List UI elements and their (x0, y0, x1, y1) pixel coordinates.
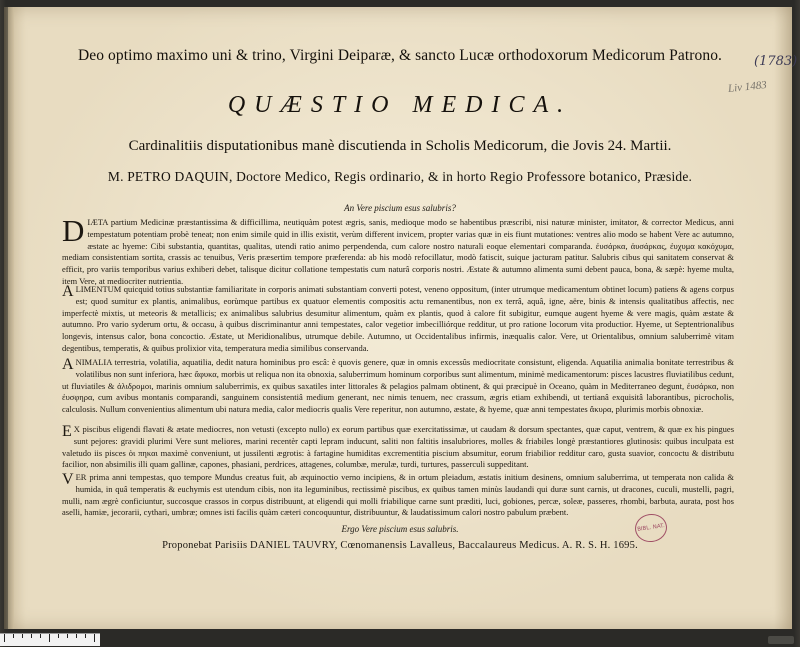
paragraph-text: NIMALIA terrestria, volatilia, aquatilia, dedit natura hominibus pro escâ: è quovis genere, quæ in omnis excessûs mediocritate consistunt, eligenda. Aquatilia animalia bonitate terrestribus & volatilibus non sunt inferiora, hæc ἄφυκα, morbis ut reliqua non ita obnoxia, saluberrimum hominum corporibus sunt alimentum, minimè medicamentorum: pisces lacustres fluviatilibus cedunt, ut fluviatiles & ἀλιδρομοι, marinis omnium saluberrimis, ex quibus saxatiles inter littorales & pelagios palmam obtinent, & qui præcipuè in Oceano, quàm in Mediterraneo degunt, ἐυσάρκα, non ἐυσφηρα, cum avibus montanis comparandi, sanguinem consistentiâ medium generant, nec nimis tenuem, nec crassum, ægris etiam exhibendi, ut tertianâ exquisitâ laborantibus, picrocholis, calculosis. Nullum convenientius alimentum ubi natura media, calor mediocris qualis Vere reperitur, non autumno, æstate, & hyeme, quæ anni tempestates ἄκυρα, plurimis morbis obnoxiæ. (62, 357, 734, 415)
library-stamp: BIBL. NAT. (633, 512, 669, 544)
paragraph (62, 472, 734, 519)
initial-letter: V (62, 471, 74, 488)
paragraph (62, 284, 734, 355)
page-subtitle: Cardinalitiis disputationibus manè discutienda in Scholis Medicorum, die Jovis 24. Martii. (128, 138, 672, 154)
ruler-tick (67, 634, 68, 638)
ruler-tick (40, 634, 41, 638)
paragraph-text: X piscibus eligendi flavati & ætate mediocres, non vetusti (excepto nullo) ex eorum partibus quæ exercitatissimæ, ut caudam & dorsum spectantes, quæ caput, ventrem, & quæ ex his pingues sunt pejores: gravidi plurimi Vere sunt meliores, marini recentèr capti lepram inducunt, saliti non faltitis insalubriores, molles & friabiles longè præstantiores glutinosis: quibus inculpata est valetudo iis pisces ὁι πηκαι maximè conveniunt, ut jussilenti ægrotis: à fartagine humiditas excrementitia piscium absumitur, eorum friabilior redditur caro, gusta suavior, concoctu & distributu facilior, non absimilis illi quam gallinæ, capones, phasiani, perdrices, attagenes, columbæ, merulæ, turdi, turtures, passerculi suppeditant. (62, 424, 734, 470)
pencil-note: Liv 1483 (727, 79, 768, 95)
scrollbar[interactable] (768, 636, 794, 644)
praeses-line: M. PETRO DAQUIN, Doctore Medico, Regis ordinario, & in horto Regio Professore botanico, Præside. (107, 169, 693, 184)
conclusion-line: Ergo Vere piscium esus salubris. (341, 524, 459, 534)
ruler-tick (58, 634, 59, 638)
ruler-tick (31, 634, 32, 638)
paragraph-text: ER prima anni tempestas, quo tempore Mundus creatus fuit, ab æquinoctio verno incipiens, & in ortum pleiadum, æstatis initium desinens, omnium saluberrima, ut temperata non calida & humida, in quâ temperatis & euchymis est utendum cibis, non ita leguminibus, rectissimè piscibus, ex quibus tamen minùs laudandi qui duræ sunt carnis, ut dracones, cuculi, mustelli, pagri, mulli, nam ægrè conficiuntur, succosque crassos in corpus distribuunt, at eligendi qui molli friabilique carne sunt præditi, luci, gobiones, percæ, soleæ, passeres, rhombi, barbuta, aurata, post hos aselli, hamiæ, jecorarii, cythari, umbræ; omnes isti facilis quàm cæteri concoquuntur, distribuuntur, & laudatissimum calori nostro pabulum præbent. (62, 472, 734, 518)
ruler-tick (22, 634, 23, 638)
document-page (8, 7, 798, 629)
scale-ruler (0, 633, 100, 646)
paragraph-text: IÆTA partium Medicinæ præstantissima & difficillima, neutiquàm potest ægris, sanis, medioque modo se habentibus præscribi, nisi naturæ minister, imitator, & corrector Medicus, anni tempestatum potentiam probè teneat; non enim simile quid in illis existit, verùm different invicem, propter varias quæ in eis fiunt mutationes: ventres alio modo se habent Vere ac autumno, æstate ac hyeme: Cibi substantia, quantitas, qualitas, utendi ratio animo perpendenda, cum calore nostro naturali eoque elementari comparanda. ἐυσάρκα, ἀυσάρκας, ἐυχυμα κακόχυμα, mediam consistentiam sortita, crassis ac tenuibus, Veris præsertim tempore præferenda: ab his modò refocillatur, modò fatiscit, suique jacturam patitur. Salubris cibus qui sanitatem conservat & efficit, pro variis temporibus varius exhiberi debet, talisque dicitur collatione tempestatis cum naturâ corporis nostri. Æstate & autumno alimenta sumi debent pauca, bona, & sæpè: hyeme multa, item Vere, at mediocriter nutrientia. (62, 217, 734, 286)
ruler-tick (94, 634, 95, 642)
ruler-tick (4, 634, 5, 642)
question-line: An Vere piscium esus salubris? (344, 203, 456, 213)
initial-letter: E (62, 423, 72, 440)
paragraph (62, 357, 734, 416)
initial-letter: A (62, 356, 74, 373)
handwritten-number: (1783) (754, 54, 798, 69)
paragraph-text: LIMENTUM quicquid totius substantiæ familiaritate in corporis animati substantiam converti potest, veneno oppositum, (inter utrumque medicamentum obtinet locum) patiens & agens corpus est; quod sumitur ex plantis, animalibus, eorùmque partibus ex quatuor elementis compositis actu remanentibus, non ex terrâ, aquâ, igne, aëre, binis & intensis qualitatibus affectis, nec imperfectè mixtis, ut meteoris & metallicis; ex animalibus salubrius desumitur alimentum, quàm ex plantis, quod à calore fit subigitur, eumque augent hyeme & vere magis, quàm æstate & autumno. Pro vario syderum ortu, & occasu, à quibus discriminantur anni tempestates, calor vegetior imbecilliórque redditur, ut pro ratione locorum vita productior. Hyeme, ut Septentrionalibus longevis, intensus calor, bona concoctio. Æstate, ut Meridionalibus, utrumque debile. Autumno, ut Occidentalibus infirmis, inæqualis calor. Vere, ut Orientalibus, omnium saluberrimè vitam degentibus, temperatis, & quibus prolixior vita, temperatura media similibus conservanda. (62, 284, 734, 353)
dedication-line: Deo optimo maximo uni & trino, Virgini Deiparæ, & sancto Lucæ orthodoxorum Medicorum Patrono. (77, 47, 723, 64)
initial-letter: A (62, 283, 74, 300)
page-title: QUÆSTIO MEDICA. (227, 92, 573, 118)
drop-cap: D (62, 213, 85, 248)
ruler-tick (49, 634, 50, 642)
ruler-tick (13, 634, 14, 638)
paragraph (62, 424, 734, 471)
proponebat-line: Proponebat Parisiis DANIEL TAUVRY, Cœnomanensis Lavalleus, Baccalaureus Medicus. A. R. S. H. 1695. (162, 540, 638, 551)
ruler-tick (76, 634, 77, 638)
paragraph (62, 213, 734, 288)
ruler-tick (85, 634, 86, 638)
